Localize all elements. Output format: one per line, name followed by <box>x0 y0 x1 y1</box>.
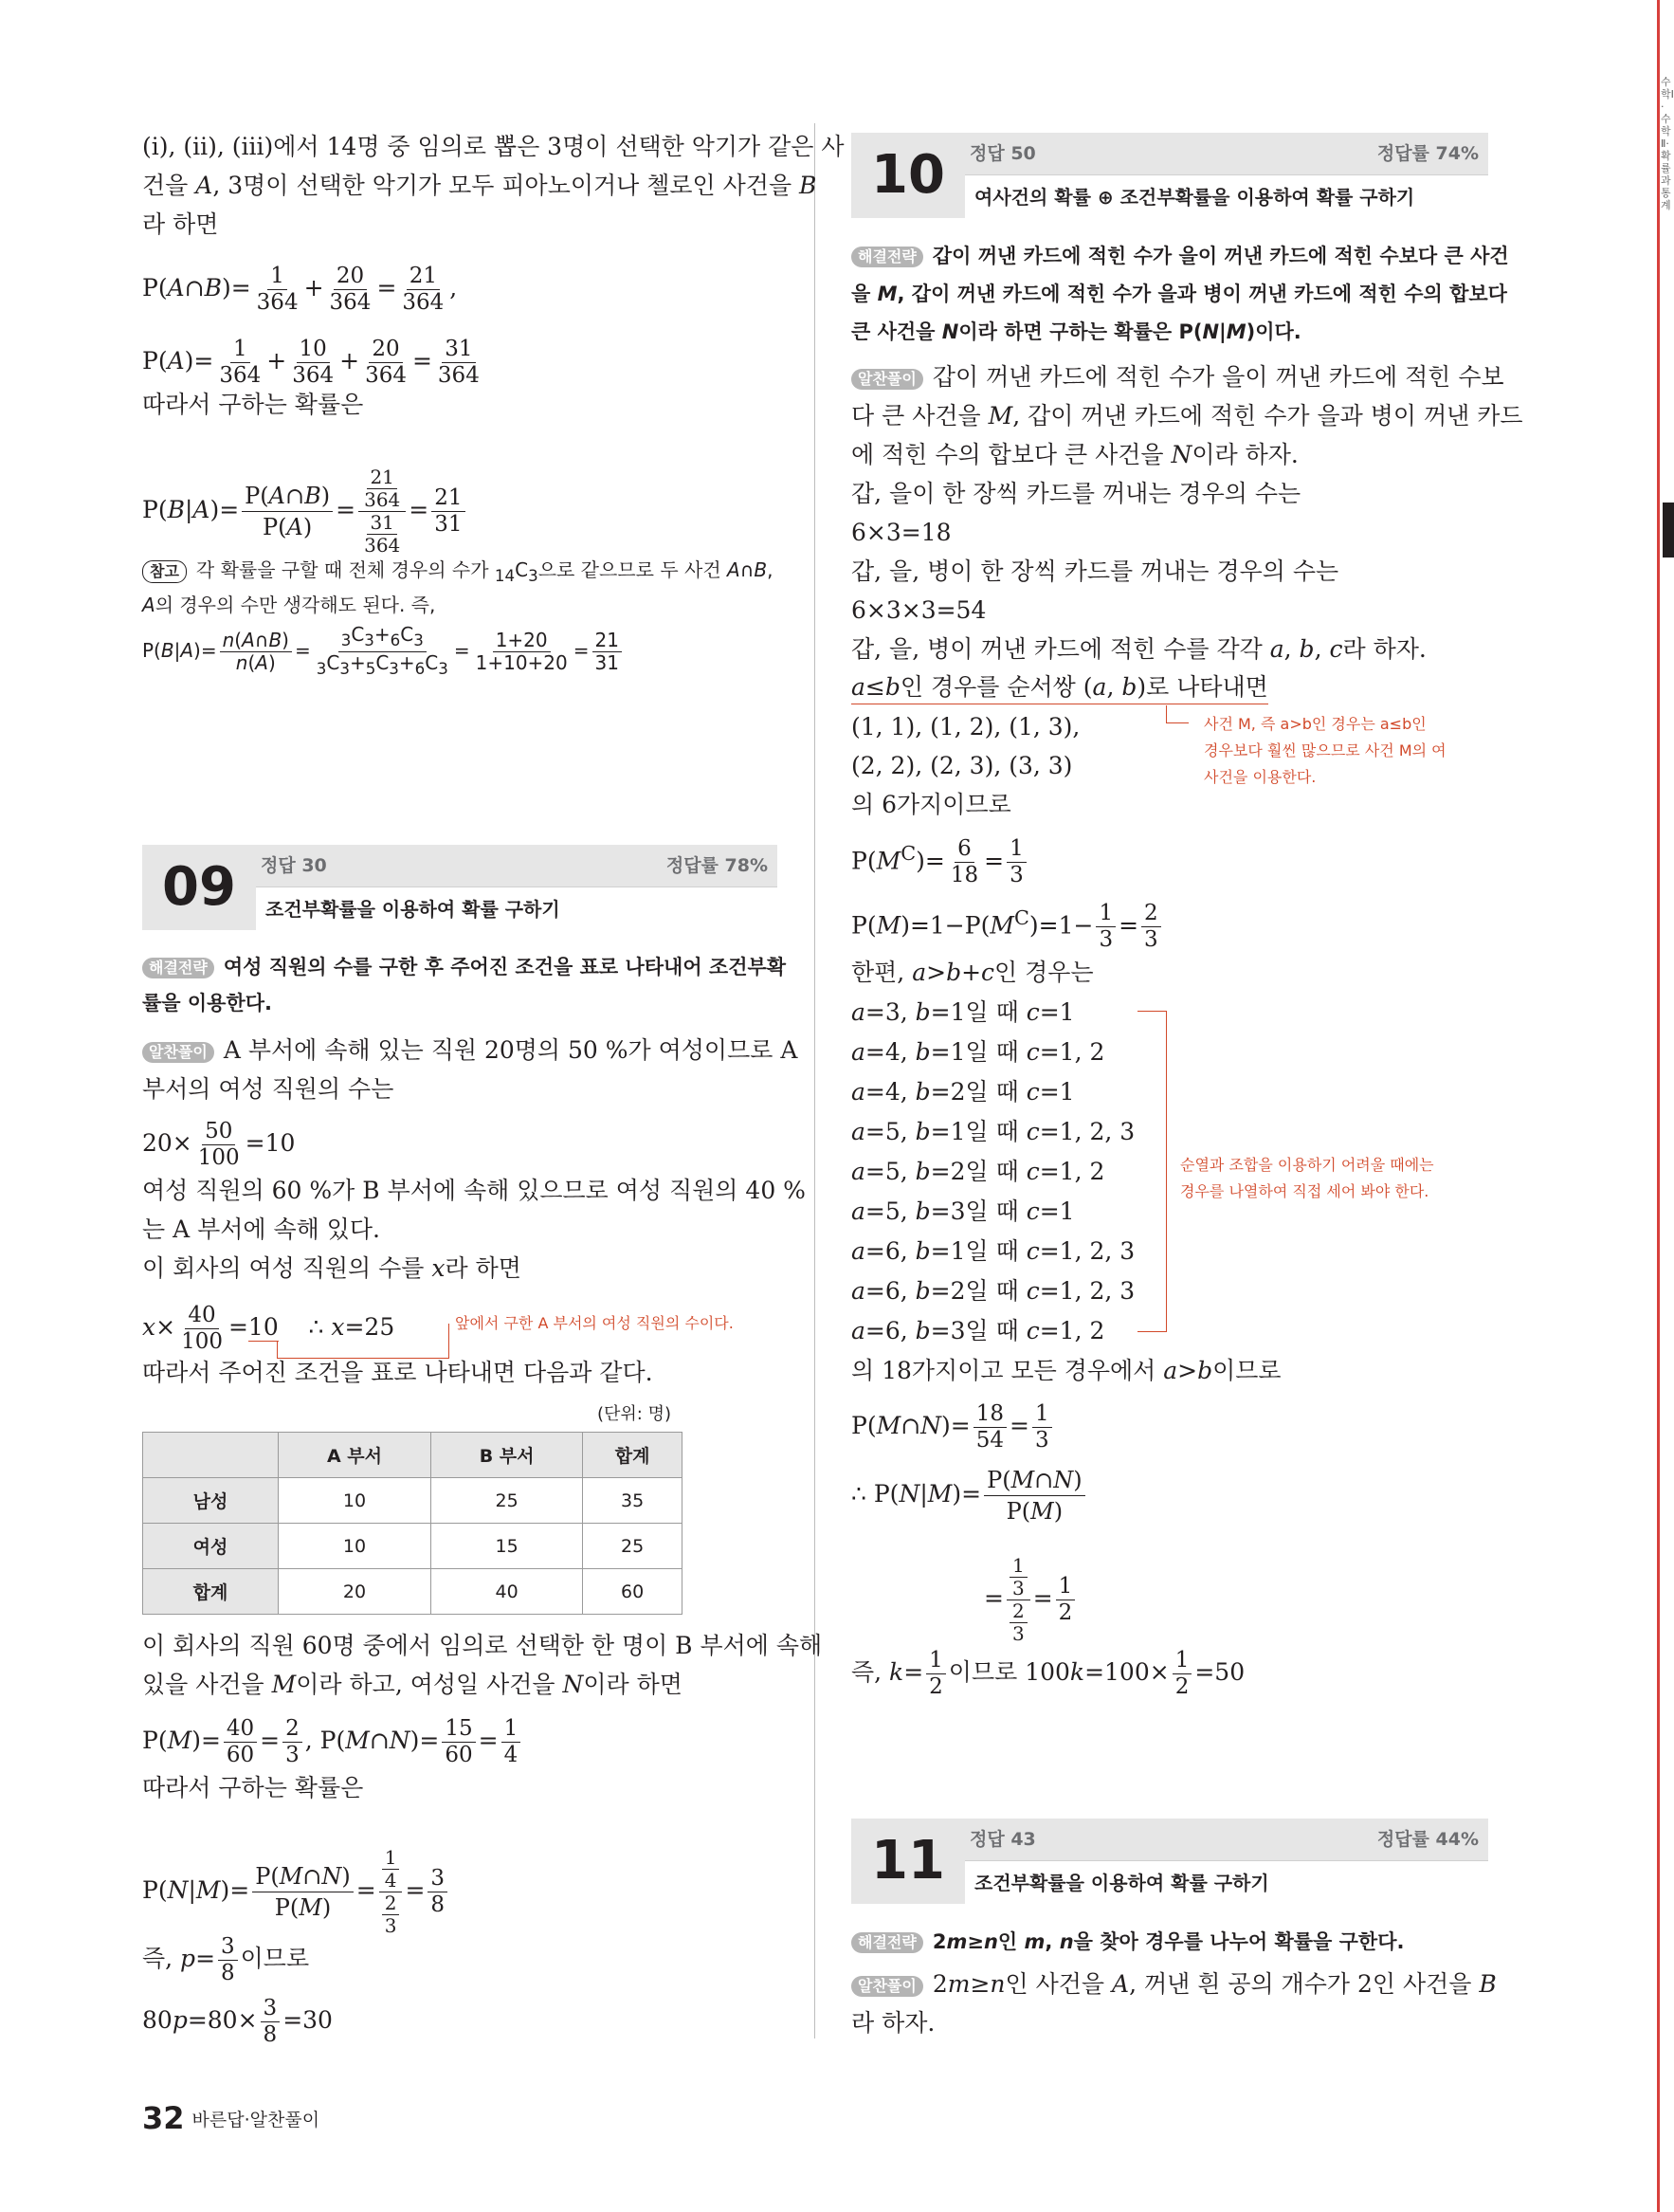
q10-annotation2: 순열과 조합을 이용하기 어려울 때에는 <box>1180 1156 1434 1174</box>
page-number: 32 <box>142 2100 185 2136</box>
formula-line: 20× $\frac{50}{100}$ =10 <box>142 1119 296 1170</box>
text-line: 따라서 구하는 확률은 <box>142 1774 364 1801</box>
text-line: (2, 2), (2, 3), (3, 3) <box>851 752 1073 779</box>
formula-line: P(M∩N)= $\frac{18}{54}$ = $\frac{1}{3}$ <box>851 1401 1055 1453</box>
text-line: (ⅰ), (ⅱ), (ⅲ)에서 14명 중 임의로 뽑은 3명이 선택한 악기가 같은 사 <box>142 133 845 160</box>
text-line: 갑, 을, 병이 한 장씩 카드를 꺼내는 경우의 수는 <box>851 558 1339 585</box>
text-line: 한편, a>b+c인 경우는 <box>851 959 1094 986</box>
side-edge-bar <box>1657 0 1660 2212</box>
q10-annotation1: 사건을 이용한다. <box>1204 768 1317 786</box>
q09-strategy-tag: 해결전략 <box>142 958 214 978</box>
table-unit: (단위: 명) <box>597 1404 671 1424</box>
formula-line: $P(M)=1-P(M^C)=1-$ $\frac{1}{3}$ = $\frac{2}{3}$ <box>851 901 1164 953</box>
note-tag: 참고 <box>142 560 187 583</box>
text-line: 라 하면 <box>142 210 219 238</box>
text-line: 건을 A, 3명이 선택한 악기가 모두 피아노이거나 첼로인 사건을 B <box>142 172 817 199</box>
q09-header <box>142 845 777 930</box>
text-line: 6×3=18 <box>851 519 952 546</box>
text-line: 갑, 을, 병이 꺼낸 카드에 적힌 수를 각각 a, b, c라 하자. <box>851 635 1427 663</box>
case-line: a=4, b=2일 때 c=1 <box>851 1078 1075 1106</box>
note-formula: P(B|A)= $\frac{n(A\cap B)}{n(A)}$ = $\frac{_3C_3+_6C_3}{_3C_3+_5C_3+_6C_3}$ = $\frac{1+20}{1+10+20}$ = $\frac{21}{31}$ <box>142 624 625 680</box>
table-row: 여성 10 15 25 <box>143 1524 682 1569</box>
q10-strategy-line: 큰 사건을 N이라 하면 구하는 확률은 P(N|M)이다. <box>851 320 1301 343</box>
formula-line: P(M)= $\frac{40}{60}$ = $\frac{2}{3}$ , P(M∩N)= $\frac{15}{60}$ = $\frac{1}{4}$ <box>142 1716 523 1768</box>
text-line: a≤b인 경우를 순서쌍 (a, b)로 나타내면 <box>851 671 1268 704</box>
q11-rate: 정답률 44% <box>1376 1829 1479 1850</box>
text-line: 이 회사의 여성 직원의 수를 x라 하면 <box>142 1254 521 1282</box>
text-line: 는 A 부서에 속해 있다. <box>142 1216 380 1243</box>
text-line: 있을 사건을 M이라 하고, 여성일 사건을 N이라 하면 <box>142 1671 682 1698</box>
text-line: 이 회사의 직원 60명 중에서 임의로 선택한 한 명이 B 부서에 속해 <box>142 1632 823 1659</box>
formula-p-a-cap-b: P(A∩B)= $\frac{1}{364}$ + $\frac{20}{364}$ = $\frac{21}{364}$ , <box>142 264 458 315</box>
table-row: 남성 10 25 35 <box>143 1478 682 1524</box>
formula-line: = $\frac{\frac{1}{3}}{\frac{2}{3}}$ = $\frac{1}{2}$ <box>984 1555 1078 1645</box>
case-line: a=4, b=1일 때 c=1, 2 <box>851 1038 1105 1066</box>
q11-topic: 조건부확률을 이용하여 확률 구하기 <box>965 1860 1488 1905</box>
q11-solution-line: 알찬풀이 2m≥n인 사건을 A, 꺼낸 흰 공의 개수가 2인 사건을 B <box>851 1967 1497 2002</box>
case-line: a=5, b=3일 때 c=1 <box>851 1197 1075 1225</box>
annotation-leader <box>1166 722 1189 724</box>
text-line: 갑, 을이 한 장씩 카드를 꺼내는 경우의 수는 <box>851 480 1301 507</box>
side-running-title: 수학Ⅰ·수학Ⅱ·확률과 통계 <box>1661 76 1674 211</box>
q09-topic: 조건부확률을 이용하여 확률 구하기 <box>256 887 777 931</box>
q09-answer: 정답 30 <box>261 855 327 876</box>
q11-strategy-tag: 해결전략 <box>851 1932 923 1953</box>
q11-number: 11 <box>871 1830 945 1892</box>
table-header-cell: A 부서 <box>279 1433 431 1478</box>
annotation-leader <box>448 1324 450 1359</box>
q10-strategy-tag: 해결전략 <box>851 247 923 267</box>
page-footer <box>142 2100 319 2136</box>
table-header-cell: B 부서 <box>430 1433 582 1478</box>
text-line: 따라서 구하는 확률은 <box>142 391 364 418</box>
text-line: 다 큰 사건을 M, 갑이 꺼낸 카드에 적힌 수가 을과 병이 꺼낸 카드 <box>851 402 1523 430</box>
text-line: 의 18가지이고 모든 경우에서 a>b이므로 <box>851 1357 1282 1384</box>
q10-rate: 정답률 74% <box>1376 143 1479 164</box>
q11-strategy-line: 해결전략 2m≥n인 m, n을 찾아 경우를 나누어 확률을 구한다. <box>851 1925 1404 1959</box>
note-line: A의 경우의 수만 생각해도 된다. 즉, <box>142 594 436 616</box>
q10-annotation1: 경우보다 훨씬 많으므로 사건 M의 여 <box>1204 741 1447 759</box>
table-header-cell: 합계 <box>583 1433 682 1478</box>
q10-number: 10 <box>871 144 945 206</box>
footer-title: 바른답·알찬풀이 <box>191 2109 320 2130</box>
q09-annotation: 앞에서 구한 A 부서의 여성 직원의 수이다. <box>455 1314 734 1332</box>
formula-line: 80p=80× $\frac{3}{8}$ =30 <box>142 1996 333 2047</box>
formula-line: 즉, k= $\frac{1}{2}$ 이므로 100k=100× $\frac{1}{2}$ =50 <box>851 1648 1246 1699</box>
column-divider <box>814 123 815 2038</box>
formula-p-n-given-m: P(N|M)= $\frac{P(M\cap N)}{P(M)}$ = $\frac{\frac{1}{4}}{\frac{2}{3}}$ = $\frac{3}{8}$ <box>142 1847 450 1937</box>
q10-strategy-line: 을 M, 갑이 꺼낸 카드에 적힌 수가 을과 병이 꺼낸 카드에 적힌 수의 합보다 <box>851 283 1507 305</box>
q09-strategy-line: 해결전략 여성 직원의 수를 구한 후 주어진 조건을 표로 나타내어 조건부확 <box>142 950 786 984</box>
formula-line: 즉, p= $\frac{3}{8}$ 이므로 <box>142 1934 310 1985</box>
formula-line: x× $\frac{40}{100}$ =10 ∴ x=25 <box>142 1303 395 1354</box>
table-header-cell <box>143 1433 279 1478</box>
q10-topic: 여사건의 확률 ⊕ 조건부확률을 이용하여 확률 구하기 <box>965 174 1488 219</box>
q09-strategy-line: 률을 이용한다. <box>142 992 273 1015</box>
q09-number: 09 <box>162 856 236 918</box>
q09-rate: 정답률 78% <box>665 855 768 876</box>
formula-line: $P(M^C)=$ $\frac{6}{18}$ = $\frac{1}{3}$ <box>851 836 1029 888</box>
q10-header <box>851 133 1488 218</box>
q10-solution-line: 알찬풀이 갑이 꺼낸 카드에 적힌 수가 을이 꺼낸 카드에 적힌 수보 <box>851 360 1504 394</box>
text-line: 라 하자. <box>851 2009 936 2037</box>
formula-p-a: P(A)= $\frac{1}{364}$ + $\frac{10}{364}$ + $\frac{20}{364}$ = $\frac{31}{364}$ <box>142 337 480 388</box>
text-line: 따라서 주어진 조건을 표로 나타내면 다음과 같다. <box>142 1359 653 1386</box>
q09-solution-tag: 알찬풀이 <box>142 1042 214 1063</box>
case-line: a=3, b=1일 때 c=1 <box>851 998 1075 1026</box>
note-line: 참고 각 확률을 구할 때 전체 경우의 수가 $_{14}C_3$으로 같으므로 두 사건 A∩B, <box>142 553 773 594</box>
text-line: (1, 1), (1, 2), (1, 3), <box>851 713 1081 740</box>
case-line: a=6, b=3일 때 c=1, 2 <box>851 1317 1105 1344</box>
q10-annotation1: 사건 M, 즉 a>b인 경우는 a≤b인 <box>1204 715 1427 733</box>
q11-solution-tag: 알찬풀이 <box>851 1976 923 1997</box>
formula-p-b-given-a: P(B|A)= $\frac{P(A\cap B)}{P(A)}$ = $\frac{\frac{21}{364}}{\frac{31}{364}}$ = $\frac{21}{31}$ <box>142 466 468 557</box>
q10-answer: 정답 50 <box>970 143 1036 164</box>
q11-header <box>851 1819 1488 1904</box>
q10-strategy-line: 해결전략 갑이 꺼낸 카드에 적힌 수가 을이 꺼낸 카드에 적힌 수보다 큰 사건 <box>851 239 1509 273</box>
text-line: 여성 직원의 60 %가 B 부서에 속해 있으므로 여성 직원의 40 % <box>142 1177 806 1204</box>
case-line: a=5, b=1일 때 c=1, 2, 3 <box>851 1118 1136 1145</box>
q09-solution-line: 알찬풀이 A 부서에 속해 있는 직원 20명의 50 %가 여성이므로 A <box>142 1033 797 1068</box>
case-line: a=6, b=1일 때 c=1, 2, 3 <box>851 1237 1136 1265</box>
case-line: a=6, b=2일 때 c=1, 2, 3 <box>851 1277 1136 1305</box>
text-line: 의 6가지이므로 <box>851 791 1011 818</box>
annotation-leader <box>1166 705 1168 722</box>
formula-line: ∴ P(N|M)= $\frac{P(M\cap N)}{P(M)}$ <box>851 1465 1088 1526</box>
text-line: 부서의 여성 직원의 수는 <box>142 1075 394 1103</box>
q09-table <box>142 1432 682 1615</box>
table-row: 합계 20 40 60 <box>143 1569 682 1615</box>
case-bracket <box>1137 1011 1167 1332</box>
side-chapter-tab <box>1663 503 1674 558</box>
text-line: 6×3×3=54 <box>851 596 987 624</box>
q10-annotation2: 경우를 나열하여 직접 세어 봐야 한다. <box>1180 1182 1429 1200</box>
q11-answer: 정답 43 <box>970 1829 1036 1850</box>
case-line: a=5, b=2일 때 c=1, 2 <box>851 1158 1105 1185</box>
q10-solution-tag: 알찬풀이 <box>851 369 923 390</box>
text-line: 에 적힌 수의 합보다 큰 사건을 N이라 하자. <box>851 441 1299 468</box>
